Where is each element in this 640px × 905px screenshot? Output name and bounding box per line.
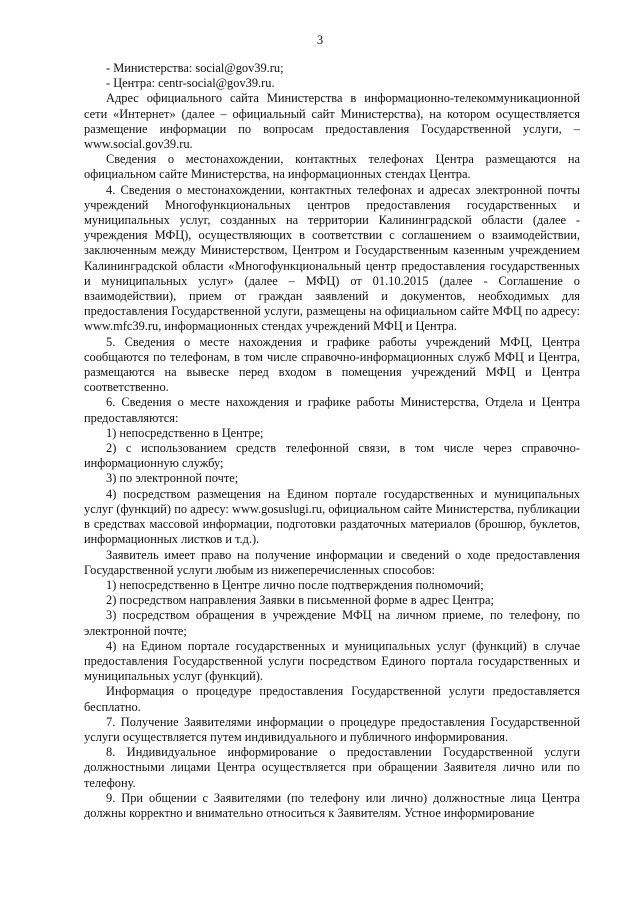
list-item: 3) по электронной почте; [106, 471, 239, 486]
paragraph-applicant-right: Заявитель имеет право на получение информации и сведений о ходе предоставления Государственной услуги любым из нижеперечисленных способов: [84, 547, 580, 577]
list-item: 4) посредством размещения на Едином портале государственных и муниципальных услуг (функций) по адресу: www.gosuslugi.ru, официальном сайте Министерства, публикации в средствах массовой информации, подготовки раздаточных материалов (брошюр, буклетов, информационных листков и т.д.). [84, 486, 580, 547]
paragraph-item-5: 5. Сведения о месте нахождения и графике работы учреждений МФЦ, Центра сообщаются по телефонам, в том числе справочно-информационных служб МФЦ и Центра, размещаются на вывеске перед входом в помещения учреждений МФЦ и Центра соответственно. [84, 334, 580, 395]
paragraph-free-of-charge: Информация о процедуре предоставления Государственной услуги предоставляется бесплатно. [84, 684, 580, 714]
paragraph-email-center: - Центра: centr-social@gov39.ru. [106, 76, 275, 91]
paragraph-email-ministry: - Министерства: social@gov39.ru; [106, 61, 284, 75]
list-item: 4) на Едином портале государственных и муниципальных услуг (функций) в случае предоставления Государственной услуги посредством Единого портала государственных и муниципальных услуг (функций). [84, 638, 580, 684]
document-body [84, 61, 580, 821]
list-item: 3) посредством обращения в учреждение МФЦ на личном приеме, по телефону, по электронной почте; [84, 608, 580, 638]
list-item: 2) посредством направления Заявки в письменной форме в адрес Центра; [106, 593, 494, 608]
list-item: 1) непосредственно в Центре лично после подтверждения полномочий; [106, 577, 484, 592]
paragraph-item-6: 6. Сведения о месте нахождения и графике работы Министерства, Отдела и Центра предоставляются: [84, 395, 580, 425]
page-number: 3 [316, 33, 324, 47]
paragraph-item-8: 8. Индивидуальное информирование о предоставлении Государственной услуги должностными лицами Центра осуществляется при обращении Заявителя лично или по телефону. [84, 745, 580, 790]
paragraph-website-address: Адрес официального сайта Министерства в информационно-телекоммуникационной сети «Интернет» (далее – официальный сайт Министерства), на котором осуществляется размещение информации по вопросам предоставления Государственной услуги, – www.social.gov39.ru. [84, 91, 580, 152]
list-item: 1) непосредственно в Центре; [106, 425, 264, 440]
list-item: 2) с использованием средств телефонной связи, в том числе через справочно-информационную службу; [84, 441, 580, 471]
paragraph-center-contacts: Сведения о местонахождении, контактных телефонах Центра размещаются на официальном сайте Министерства, на информационных стендах Центра. [84, 152, 580, 182]
paragraph-item-9: 9. При общении с Заявителями (по телефону или лично) должностные лица Центра должны корректно и внимательно относиться к Заявителям. Устное информирование [84, 790, 580, 820]
paragraph-item-4: 4. Сведения о местонахождении, контактных телефонах и адресах электронной почты учреждений Многофункциональных центров предоставления государственных и муниципальных услуг, созданных на территории Калининградской области (далее - учреждения МФЦ), осуществляющих в соответствии с соглашением о взаимодействии, заключенным между Министерством, Центром и Государственным казенным учреждением Калининградской области «Многофункциональный центр предоставления государственных и муниципальных услуг» (далее – МФЦ) от 01.10.2015 (далее - Соглашение о взаимодействии), прием от граждан заявлений и документов, необходимых для предоставления Государственной услуги, размещены на официальном сайте МФЦ по адресу: www.mfc39.ru, информационных стендах учреждений МФЦ и Центра. [84, 182, 580, 334]
paragraph-item-7: 7. Получение Заявителями информации о процедуре предоставления Государственной услуги осуществляется путем индивидуального и публичного информирования. [84, 714, 580, 744]
